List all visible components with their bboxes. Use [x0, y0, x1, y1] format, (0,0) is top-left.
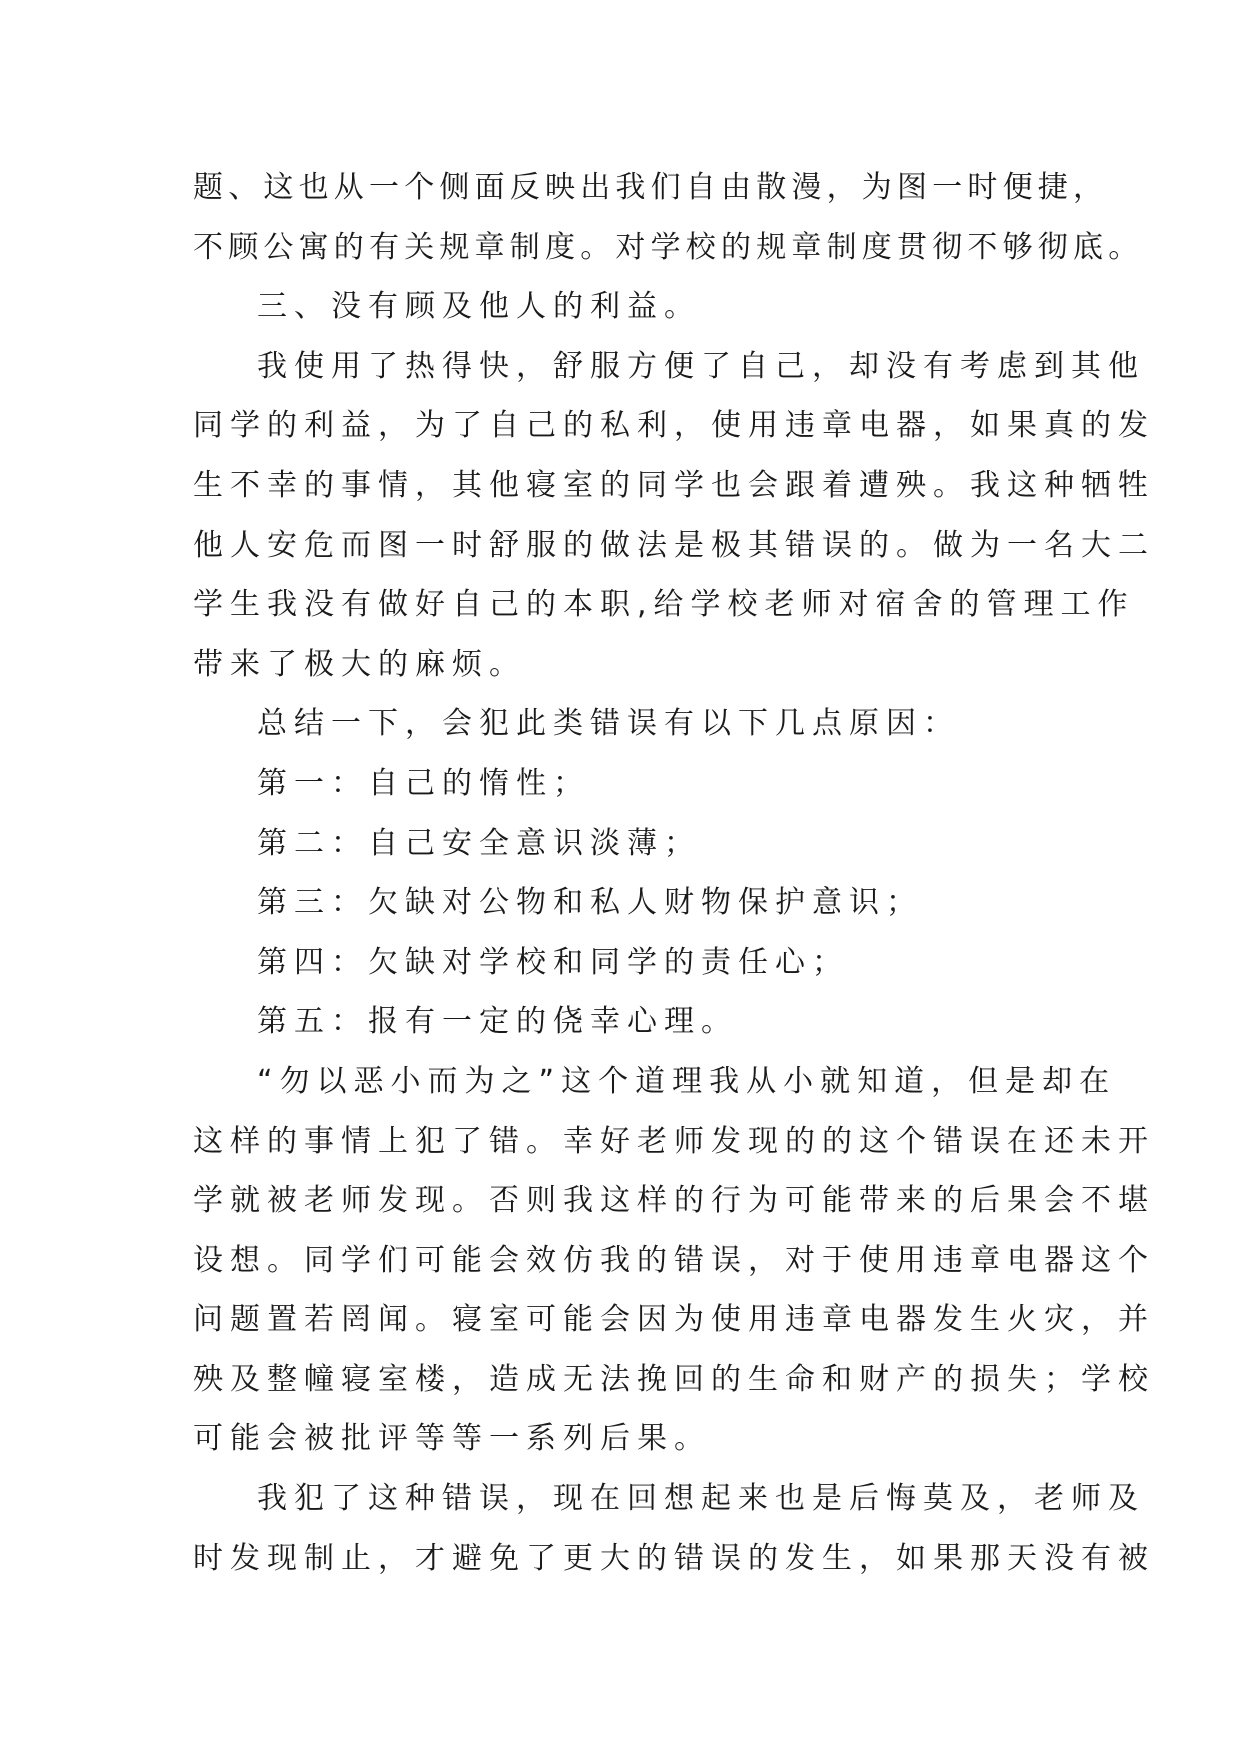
text-line: 带来了极大的麻烦。 — [193, 646, 526, 682]
text-line: 设想。同学们可能会效仿我的错误，对于使用违章电器这个 — [193, 1242, 1155, 1278]
text-line: 我犯了这种错误，现在回想起来也是后悔莫及，老师及 — [257, 1481, 1145, 1517]
text-line: 这样的事情上犯了错。幸好老师发现的的这个错误在还未开 — [193, 1123, 1155, 1159]
text-line: 不顾公寓的有关规章制度。对学校的规章制度贯彻不够彻底。 — [193, 229, 1144, 265]
text-line: 题、这也从一个侧面反映出我们自由散漫，为图一时便捷， — [193, 170, 1109, 205]
text-line: 总结一下，会犯此类错误有以下几点原因： — [257, 706, 960, 742]
text-line: 我使用了热得快，舒服方便了自己，却没有考虑到其他 — [257, 348, 1145, 384]
list-item: 第二：自己安全意识淡薄； — [257, 825, 701, 861]
text-line: 生不幸的事情，其他寝室的同学也会跟着遭殃。我这种牺牲 — [193, 467, 1155, 503]
text-line: 时发现制止，才避免了更大的错误的发生，如果那天没有被 — [193, 1540, 1155, 1576]
text-line: 殃及整幢寝室楼，造成无法挽回的生命和财产的损失；学校 — [193, 1361, 1155, 1397]
text-line: 学生我没有做好自己的本职,给学校老师对宿舍的管理工作 — [193, 587, 1135, 623]
list-item: 第五：报有一定的侥幸心理。 — [257, 1004, 738, 1040]
text-line: 学就被老师发现。否则我这样的行为可能带来的后果会不堪 — [193, 1183, 1155, 1219]
section-heading: 三、没有顾及他人的利益。 — [257, 289, 701, 325]
text-line: 可能会被批评等等一系列后果。 — [193, 1421, 711, 1457]
list-item: 第四：欠缺对学校和同学的责任心； — [257, 944, 849, 980]
list-item: 第一：自己的惰性； — [257, 765, 590, 801]
text-line: 问题置若罔闻。寝室可能会因为使用违章电器发生火灾，并 — [193, 1302, 1155, 1338]
text-line: 他人安危而图一时舒服的做法是极其错误的。做为一名大二 — [193, 527, 1155, 563]
document-body — [193, 158, 1155, 1588]
list-item: 第三：欠缺对公物和私人财物保护意识； — [257, 885, 923, 921]
text-line: “勿以恶小而为之”这个道理我从小就知道，但是却在 — [257, 1063, 1117, 1099]
text-line: 同学的利益，为了自己的私利，使用违章电器，如果真的发 — [193, 408, 1155, 444]
